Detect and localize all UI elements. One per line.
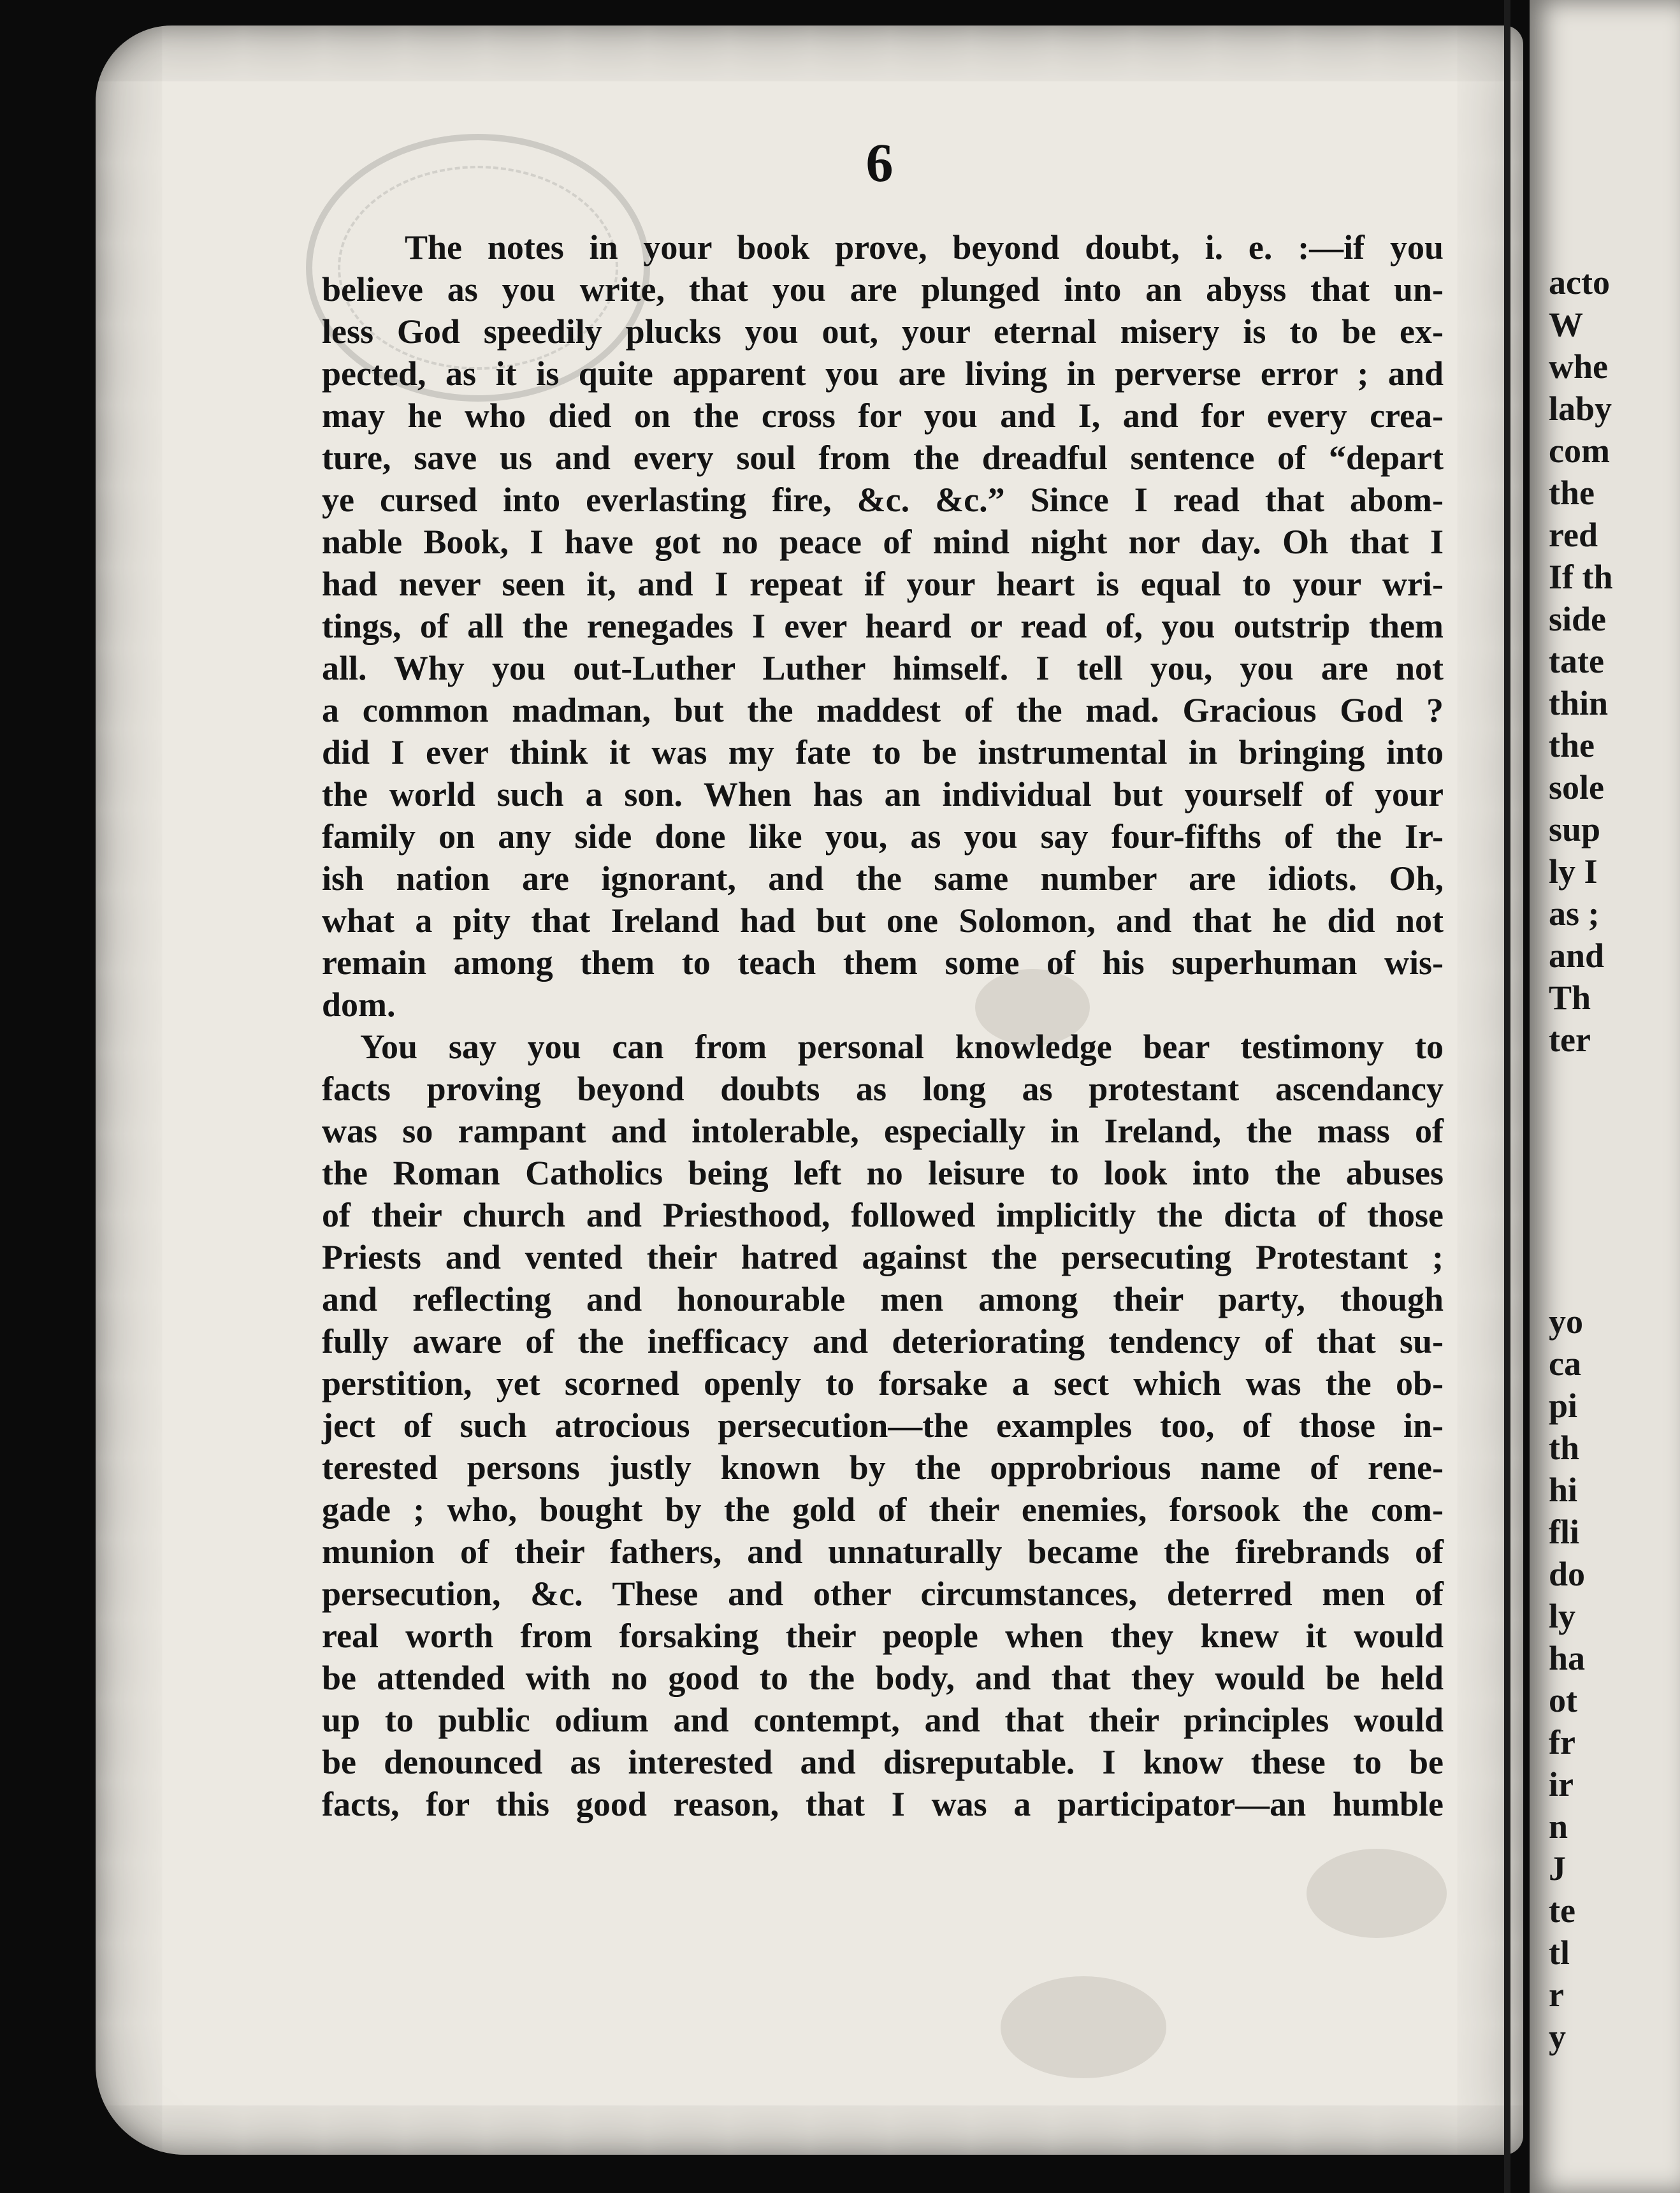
facing-page-fragment: n (1549, 1807, 1568, 1846)
facing-page-fragment: ly (1549, 1597, 1576, 1635)
facing-page-edge (1530, 0, 1680, 2193)
text-line: gade ; who, bought by the gold of their enemies, forsook the com- (322, 1490, 1444, 1529)
facing-page-fragment: yo (1549, 1302, 1583, 1341)
text-line: the world such a son. When has an individual but yourself of your (322, 775, 1444, 813)
gutter-divider (1504, 0, 1510, 2193)
text-line: nable Book, I have got no peace of mind night nor day. Oh that I (322, 523, 1444, 561)
facing-page-fragment: and (1549, 936, 1605, 975)
body-text (322, 226, 1444, 1825)
facing-page-fragment: laby (1549, 390, 1612, 428)
facing-page-fragment: sole (1549, 768, 1604, 806)
facing-page-fragment: ot (1549, 1681, 1577, 1719)
text-line: dom. (322, 986, 396, 1024)
facing-page-fragment: pi (1549, 1387, 1578, 1425)
text-line: remain among them to teach them some of his superhuman wis- (322, 943, 1444, 982)
facing-page-fragment: fli (1549, 1513, 1579, 1551)
text-line: terested persons justly known by the opprobrious name of rene- (322, 1448, 1444, 1487)
facing-page-fragment: side (1549, 600, 1607, 638)
text-line: a common madman, but the maddest of the mad. Gracious God ? (322, 691, 1444, 729)
facing-page-fragment: y (1549, 2018, 1566, 2056)
facing-page-fragment: hi (1549, 1471, 1578, 1509)
text-line: munion of their fathers, and unnaturally became the firebrands of (322, 1533, 1444, 1571)
text-line: be attended with no good to the body, and that they would be held (322, 1659, 1444, 1697)
facing-page-fragment: ha (1549, 1639, 1586, 1677)
text-line: be denounced as interested and disreputable. I know these to be (322, 1743, 1444, 1781)
facing-page-fragment: red (1549, 516, 1598, 554)
facing-page-fragment: acto (1549, 263, 1610, 302)
facing-page-fragment: ter (1549, 1021, 1591, 1059)
facing-page-fragment: If th (1549, 558, 1613, 596)
text-line: did I ever think it was my fate to be instrumental in bringing into (322, 733, 1444, 771)
facing-page-fragment: te (1549, 1891, 1575, 1930)
text-line: ject of such atrocious persecution—the examples too, of those in- (322, 1406, 1444, 1445)
facing-page-fragment: do (1549, 1555, 1586, 1593)
paragraph (322, 1026, 1444, 1825)
facing-page-fragment: ly I (1549, 852, 1598, 891)
facing-page-fragment: the (1549, 726, 1595, 764)
text-line: up to public odium and contempt, and that their principles would (322, 1701, 1444, 1739)
facing-page-fragment: the (1549, 474, 1595, 512)
text-line: what a pity that Ireland had but one Solomon, and that he did not (322, 901, 1444, 940)
text-line: may he who died on the cross for you and I, and for every crea- (322, 397, 1444, 435)
facing-page-fragment: fr (1549, 1723, 1575, 1761)
text-line: family on any side done like you, as you say four-fifths of the Ir- (322, 817, 1444, 856)
text-line: ture, save us and every soul from the dreadful sentence of “depart (322, 439, 1444, 477)
text-line: real worth from forsaking their people when they knew it would (322, 1617, 1444, 1655)
text-line: pected, as it is quite apparent you are living in perverse error ; and (322, 354, 1444, 393)
text-line: facts proving beyond doubts as long as protestant ascendancy (322, 1070, 1444, 1108)
facing-page-fragment: th (1549, 1429, 1580, 1467)
text-line: perstition, yet scorned openly to forsake a sect which was the ob- (322, 1364, 1444, 1402)
facing-page-fragment: Th (1549, 979, 1591, 1017)
facing-page-fragment: tate (1549, 642, 1604, 680)
text-line: The notes in your book prove, beyond doubt, i. e. :—if you (405, 228, 1444, 266)
facing-page-fragment: ca (1549, 1344, 1581, 1383)
text-line: less God speedily plucks you out, your eternal misery is to be ex- (322, 312, 1444, 351)
paragraph (322, 226, 1444, 1026)
text-line: all. Why you out-Luther Luther himself. I tell you, you are not (322, 649, 1444, 687)
facing-page-fragment: J (1549, 1849, 1566, 1888)
text-line: was so rampant and intolerable, especially in Ireland, the mass of (322, 1112, 1444, 1150)
text-line: and reflecting and honourable men among their party, though (322, 1280, 1444, 1318)
facing-page-fragment: whe (1549, 347, 1608, 386)
facing-page-fragment: com (1549, 432, 1610, 470)
facing-page-fragment: sup (1549, 810, 1601, 849)
facing-page-fragment: W (1549, 305, 1583, 344)
text-line: ish nation are ignorant, and the same number are idiots. Oh, (322, 859, 1444, 898)
text-line: the Roman Catholics being left no leisure to look into the abuses (322, 1154, 1444, 1192)
text-line: had never seen it, and I repeat if your heart is equal to your wri- (322, 565, 1444, 603)
facing-page-fragment: as ; (1549, 894, 1600, 933)
facing-page-fragment: ir (1549, 1765, 1574, 1803)
text-line: believe as you write, that you are plunged into an abyss that un- (322, 270, 1444, 309)
page-number: 6 (865, 132, 894, 193)
text-line: Priests and vented their hatred against the persecuting Protestant ; (322, 1238, 1444, 1276)
text-line: fully aware of the inefficacy and deteriorating tendency of that su- (322, 1322, 1444, 1360)
text-line: persecution, &c. These and other circumstances, deterred men of (322, 1575, 1444, 1613)
text-line: ye cursed into everlasting fire, &c. &c.” Since I read that abom- (322, 481, 1444, 519)
facing-page-fragment: thin (1549, 684, 1609, 722)
facing-page-fragment: r (1549, 1976, 1564, 2014)
facing-page-fragment: tl (1549, 1934, 1570, 1972)
text-line: facts, for this good reason, that I was a participator—an humble (322, 1785, 1444, 1823)
text-line: tings, of all the renegades I ever heard or read of, you outstrip them (322, 607, 1444, 645)
text-line: of their church and Priesthood, followed implicitly the dicta of those (322, 1196, 1444, 1234)
text-line: You say you can from personal knowledge bear testimony to (360, 1028, 1444, 1066)
